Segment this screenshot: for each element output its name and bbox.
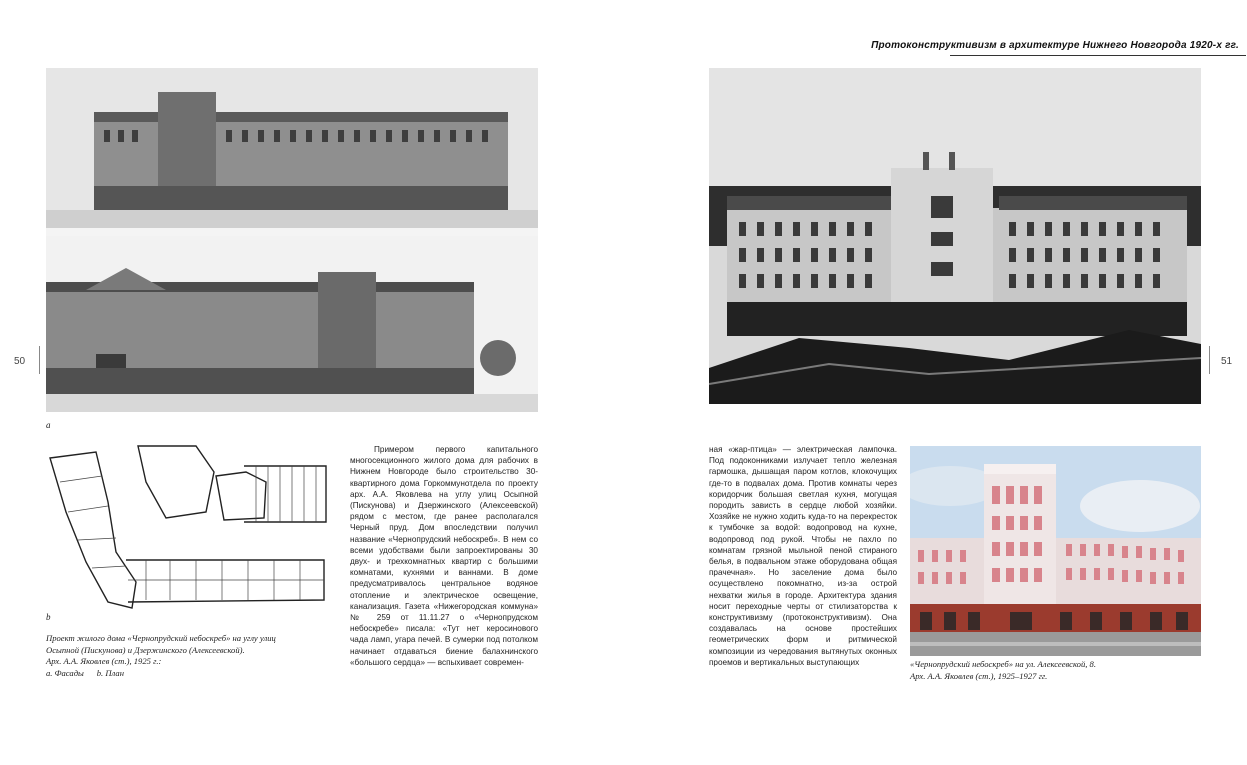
left-figure-caption xyxy=(46,633,346,679)
body-column-2-text: ная «жар-птица» — электрическая лампочка. Под подоконниками излучает тепло железная гармошка, дышащая паром котлов, клокочущих где-то в подвалах дома. Против комнаты через коридорчик большая светлая кухня, могущая породить зависть в сердце любой хозяйки. Хозяйке не нужно ходить куда-то на перекресток к тумбочке за водой: водопровод на кухне, водопровод под рукой. Чтобы не пахло по комнатам грязной мыльной пеной стираного белья, в подвальном этаже оборудована общая прачечная». Но заселение дома было осуществлено покомнатно, из-за острой нехватки жилья в городе. Архитектура здания носит переходные черты от стилизаторства к конструктивизму (протоконструктивизм). Она создавалась на основе простейших геометрических форм и ритмической композиции из чередования вытянутых оконных проемов и вертикальных выступающих xyxy=(709,445,897,667)
figure-label-b: b xyxy=(46,612,51,622)
header-rule xyxy=(950,55,1246,56)
left-caption-line-4: a. Фасады b. План xyxy=(46,667,124,678)
page-number-right-rule xyxy=(1209,346,1210,374)
page-number-left: 50 xyxy=(14,356,26,367)
running-header: Протоконструктивизм в архитектуре Нижнего Новгорода 1920-х гг. xyxy=(871,40,1239,51)
facade-drawings-image xyxy=(46,68,538,412)
historic-photo xyxy=(709,68,1201,404)
right-caption-line-2: Арх. А.А. Яковлев (ст.), 1925–1927 гг. xyxy=(910,670,1048,681)
left-caption-line-3: Арх. А.А. Яковлев (ст.), 1925 г.: xyxy=(46,656,162,667)
left-caption-line-2: Осыпной (Пискунова) и Дзержинского (Алексеевской). xyxy=(46,644,245,655)
page-number-right: 51 xyxy=(1221,356,1233,367)
floor-plan-image xyxy=(46,442,330,614)
right-caption-line-1: «Чернопрудский небоскреб» на ул. Алексеевской, 8. xyxy=(910,659,1096,669)
body-column-2 xyxy=(709,444,897,668)
right-figure-caption xyxy=(910,659,1210,682)
left-caption-line-1: Проект жилого дома «Чернопрудский небоскреб» на углу улиц xyxy=(46,633,276,643)
body-column-1 xyxy=(350,444,538,668)
figure-label-a: a xyxy=(46,420,51,430)
page-number-left-rule xyxy=(39,346,40,374)
modern-photo xyxy=(910,446,1201,656)
body-column-1-text: Примером первого капитального многосекционного жилого дома для рабочих в Нижнем Новгороде было строительство 30-квартирного дома Горкоммунотдела по проекту арх. А.А. Яковлева на углу улиц Осыпной (Пискунова) и Дзержинского (Алексеевской) рядом с местом, где ранее располагался Черный пруд. Дом впоследствии получил название «Чернопрудский небоскреб». В нем со всеми удобствами были запроектированы 30 двух- и трехкомнатных квартир с большими комнатами, кухнями и ваннами. В доме предусматривалось центральное водяное отопление и электрическое освещение, канализация. Газета «Нижегородская коммуна» № 259 от 11.11.27 о «Чернопрудском небоскребе» писала: «Тут нет керосинового чада ламп, угара печей. В сумерки под потолком начинает отдаваться биение балахнинского «большого сердца» — вспыхивает современ- xyxy=(350,445,538,667)
